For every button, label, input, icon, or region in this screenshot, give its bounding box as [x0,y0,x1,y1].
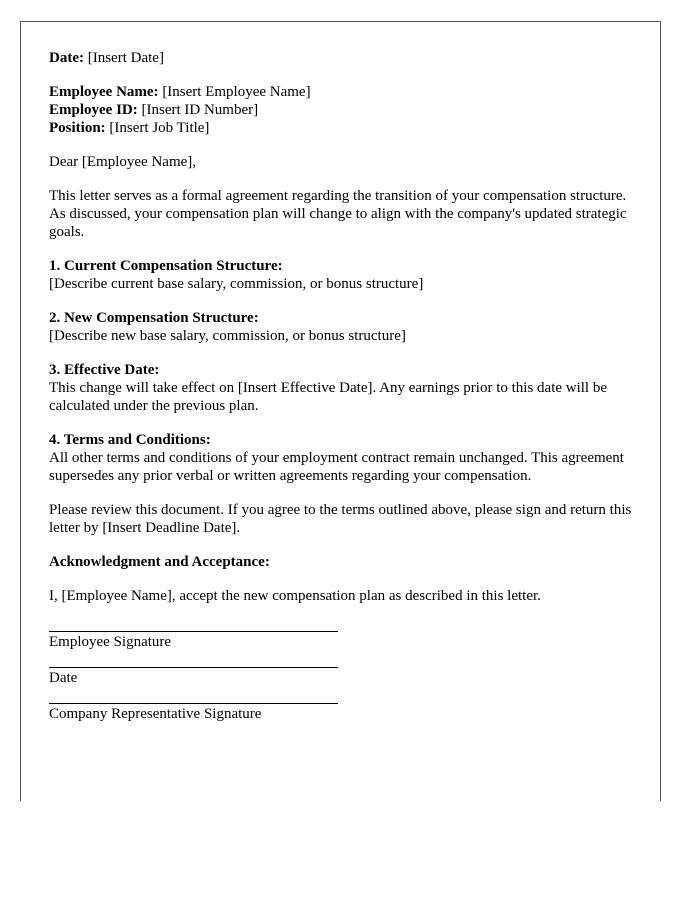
intro-paragraph: This letter serves as a formal agreement regarding the transition of your compensation structure. As discussed, your compensation plan will change to align with the company's updated strategic goals. [49,188,627,240]
employee-info-block [49,83,634,137]
employee-name-line [49,83,634,101]
signature-block [49,631,634,723]
employee-signature-label: Employee Signature [49,634,172,650]
date-block [49,49,634,67]
date-signature-label: Date [49,670,78,686]
acknowledgment-title-text: Acknowledgment and Acceptance: [49,554,270,570]
employee-name-value: [Insert Employee Name] [162,84,311,100]
letter-content [49,49,634,739]
position-line [49,119,634,137]
employee-signature-field[interactable] [49,631,634,651]
section-title: 2. New Compensation Structure: [49,310,259,326]
section-title: 4. Terms and Conditions: [49,432,211,448]
employee-id-line [49,101,634,119]
section-new-compensation [49,309,634,345]
signature-line[interactable] [49,667,338,668]
date-signature-field[interactable] [49,667,634,687]
section-body: All other terms and conditions of your employment contract remain unchanged. This agreement supersedes any prior verbal or written agreements regarding your compensation. [49,450,624,484]
letter-page [20,21,661,801]
acceptance-statement: I, [Employee Name], accept the new compensation plan as described in this letter. [49,588,541,604]
employee-name-label: Employee Name: [49,84,159,100]
position-label: Position: [49,120,106,136]
section-body: [Describe new base salary, commission, or bonus structure] [49,328,406,344]
section-title: 1. Current Compensation Structure: [49,258,283,274]
date-label: Date: [49,50,84,66]
employee-id-label: Employee ID: [49,102,138,118]
section-body: [Describe current base salary, commission, or bonus structure] [49,276,424,292]
acknowledgment-title [49,553,634,571]
date-line [49,49,634,67]
review-paragraph: Please review this document. If you agree to the terms outlined above, please sign and return this letter by [Insert Deadline Date]. [49,502,632,536]
section-terms-conditions [49,431,634,485]
section-body: This change will take effect on [Insert Effective Date]. Any earnings prior to this date will be calculated under the previous plan. [49,380,608,414]
company-signature-field[interactable] [49,703,634,723]
position-value: [Insert Job Title] [109,120,210,136]
section-title: 3. Effective Date: [49,362,160,378]
employee-id-value: [Insert ID Number] [141,102,259,118]
date-value: [Insert Date] [87,50,164,66]
salutation: Dear [Employee Name], [49,154,197,170]
signature-line[interactable] [49,631,338,632]
company-signature-label: Company Representative Signature [49,706,262,722]
section-current-compensation [49,257,634,293]
signature-line[interactable] [49,703,338,704]
section-effective-date [49,361,634,415]
